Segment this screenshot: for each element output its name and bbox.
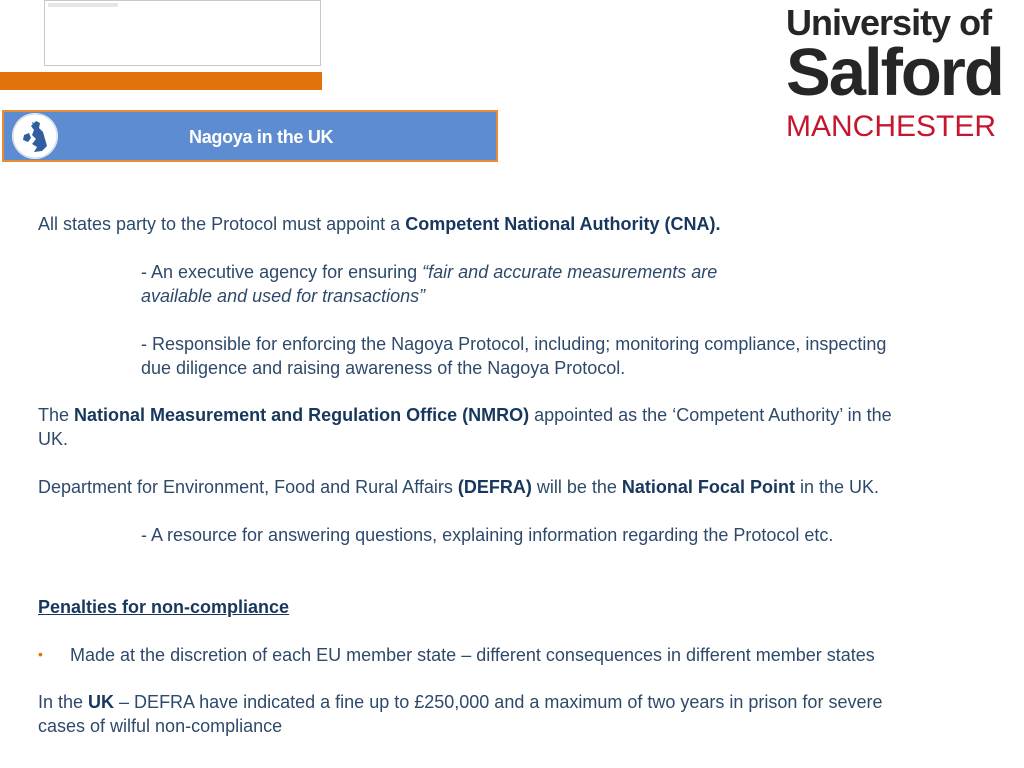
defra-point-1	[141, 523, 833, 547]
text-mid: will be the	[531, 477, 622, 497]
text: - Responsible for enforcing the Nagoya Protocol, including; monitoring compliance, inspecting	[141, 334, 887, 354]
text-post: appointed as the ‘Competent Authority’ in the	[529, 405, 892, 425]
text-post: – DEFRA have indicated a fine up to £250,000 and a maximum of two years in prison for severe	[114, 692, 883, 712]
text: The	[38, 405, 75, 425]
text: In the	[38, 692, 89, 712]
logo-line-1: University of	[786, 2, 992, 43]
broken-image-icon	[48, 3, 118, 7]
defra-term: (DEFRA)	[457, 477, 532, 497]
text: - An executive agency for ensuring	[141, 262, 423, 282]
logo-line-2: Salford	[786, 35, 1003, 110]
cna-paragraph	[38, 212, 721, 236]
cna-point-1	[141, 260, 717, 308]
banner-title: Nagoya in the UK	[189, 127, 334, 147]
focal-point-term: National Focal Point	[621, 477, 795, 497]
image-placeholder-frame	[44, 0, 321, 66]
text-line-2: UK.	[38, 429, 69, 449]
text-line-2: cases of wilful non-compliance	[38, 716, 283, 736]
text-post: in the UK.	[794, 477, 879, 497]
nmro-paragraph	[38, 403, 892, 451]
penalties-heading: Penalties for non-compliance	[38, 597, 290, 617]
bullet-icon: •	[38, 646, 43, 662]
text: - A resource for answering questions, explaining information regarding the Protocol etc.	[141, 525, 834, 545]
nmro-term: National Measurement and Regulation Office (NMRO)	[74, 405, 530, 425]
accent-bar	[0, 72, 322, 90]
quote-text: “fair and accurate measurements are	[422, 262, 718, 282]
text: Department for Environment, Food and Rural Affairs	[38, 477, 458, 497]
uk-map-icon	[12, 113, 58, 159]
uk-penalty-paragraph	[38, 690, 882, 738]
uk-term: UK	[88, 692, 115, 712]
cna-term: Competent National Authority (CNA).	[405, 214, 721, 234]
title-banner	[2, 110, 498, 162]
quote-text-2: available and used for transactions”	[141, 286, 426, 306]
defra-paragraph	[38, 475, 879, 499]
logo-line-3: MANCHESTER	[786, 110, 997, 143]
text-2: due diligence and raising awareness of the Nagoya Protocol.	[141, 358, 626, 378]
text: All states party to the Protocol must appoint a	[38, 214, 406, 234]
penalties-bullet: Made at the discretion of each EU member state – different consequences in different member states	[70, 645, 875, 665]
cna-point-2	[141, 332, 886, 380]
university-logo	[786, 2, 1002, 142]
